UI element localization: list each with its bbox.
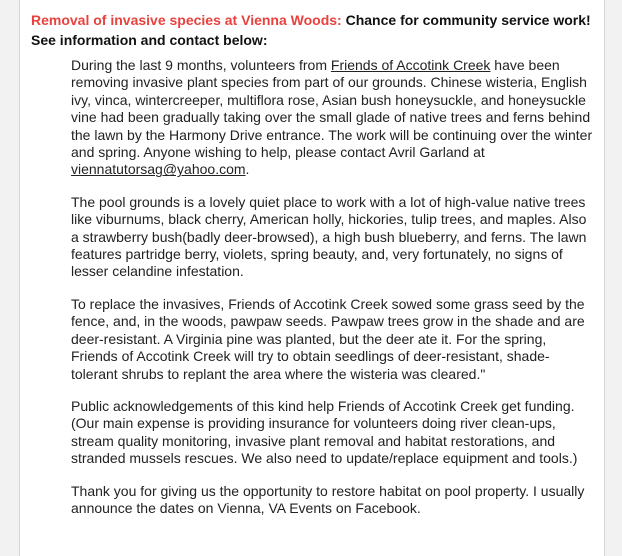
header-title-highlight: Removal of invasive species at Vienna Woods: <box>31 12 342 28</box>
header-title-rest: Chance for community service work! <box>341 12 591 28</box>
paragraph-replacement: To replace the invasives, Friends of Accotink Creek sowed some grass seed by the fence, and, in the woods, pawpaw seeds. Pawpaw trees grow in the shade and are deer-resistant. A Virginia pine was planted, but the deer ate it. For the spring, Friends of Accotink Creek will try to obtain seedlings of deer-resistant, shade-tolerant shrubs to replant the area where the wisteria was cleared." <box>71 295 585 382</box>
friends-of-accotink-creek-link[interactable]: Friends of Accotink Creek <box>330 57 491 73</box>
paragraph-pool-grounds: The pool grounds is a lovely quiet place to work with a lot of high-value native trees like viburnums, black cherry, American holly, hickories, tulip trees, and maples. Also a strawberry bush(badly deer-browsed), a high bush blueberry, and ferns. The lawn features partridge berry, violets, spring beauty, and, very fortunately, no signs of lesser celandine infestation. <box>71 193 587 280</box>
announcement-header <box>31 10 606 50</box>
p1-end-text: . <box>245 161 250 178</box>
header-subtitle-colon: : <box>262 32 268 48</box>
p1-intro-text: During the last 9 months, volunteers from <box>71 57 331 73</box>
p1-body-text: have been removing invasive plant species from part of our grounds. Chinese wisteria, English ivy, vinca, wintercreeper, multiflora rose, Asian bush honeysuckle, and honeysuckle vine had been gradually taking over the small glade of native trees and ferns behind the lawn by the Harmony Drive entrance. The work will be continuing over the winter and spring. Anyone wishing to help, please contact Avril Garland at <box>71 57 593 161</box>
paragraph-thank-you: Thank you for giving us the opportunity to restore habitat on pool property. I usually announce the dates on Vienna, VA Events on Facebook. <box>71 482 585 516</box>
paragraph-volunteers <box>71 57 593 179</box>
contact-email-link[interactable]: viennatutorsag@yahoo.com <box>71 161 246 178</box>
content-panel <box>19 0 605 556</box>
paragraph-acknowledgements: Public acknowledgements of this kind help Friends of Accotink Creek get funding. (Our main expense is providing insurance for volunteers doing river clean-ups, stream quality monitoring, invasive plant removal and habitat restorations, and stranded mussels rescues. We also need to update/replace equipment and tools.) <box>71 397 578 467</box>
announcement-body <box>71 57 593 532</box>
header-subtitle: See information and contact below <box>31 32 263 48</box>
